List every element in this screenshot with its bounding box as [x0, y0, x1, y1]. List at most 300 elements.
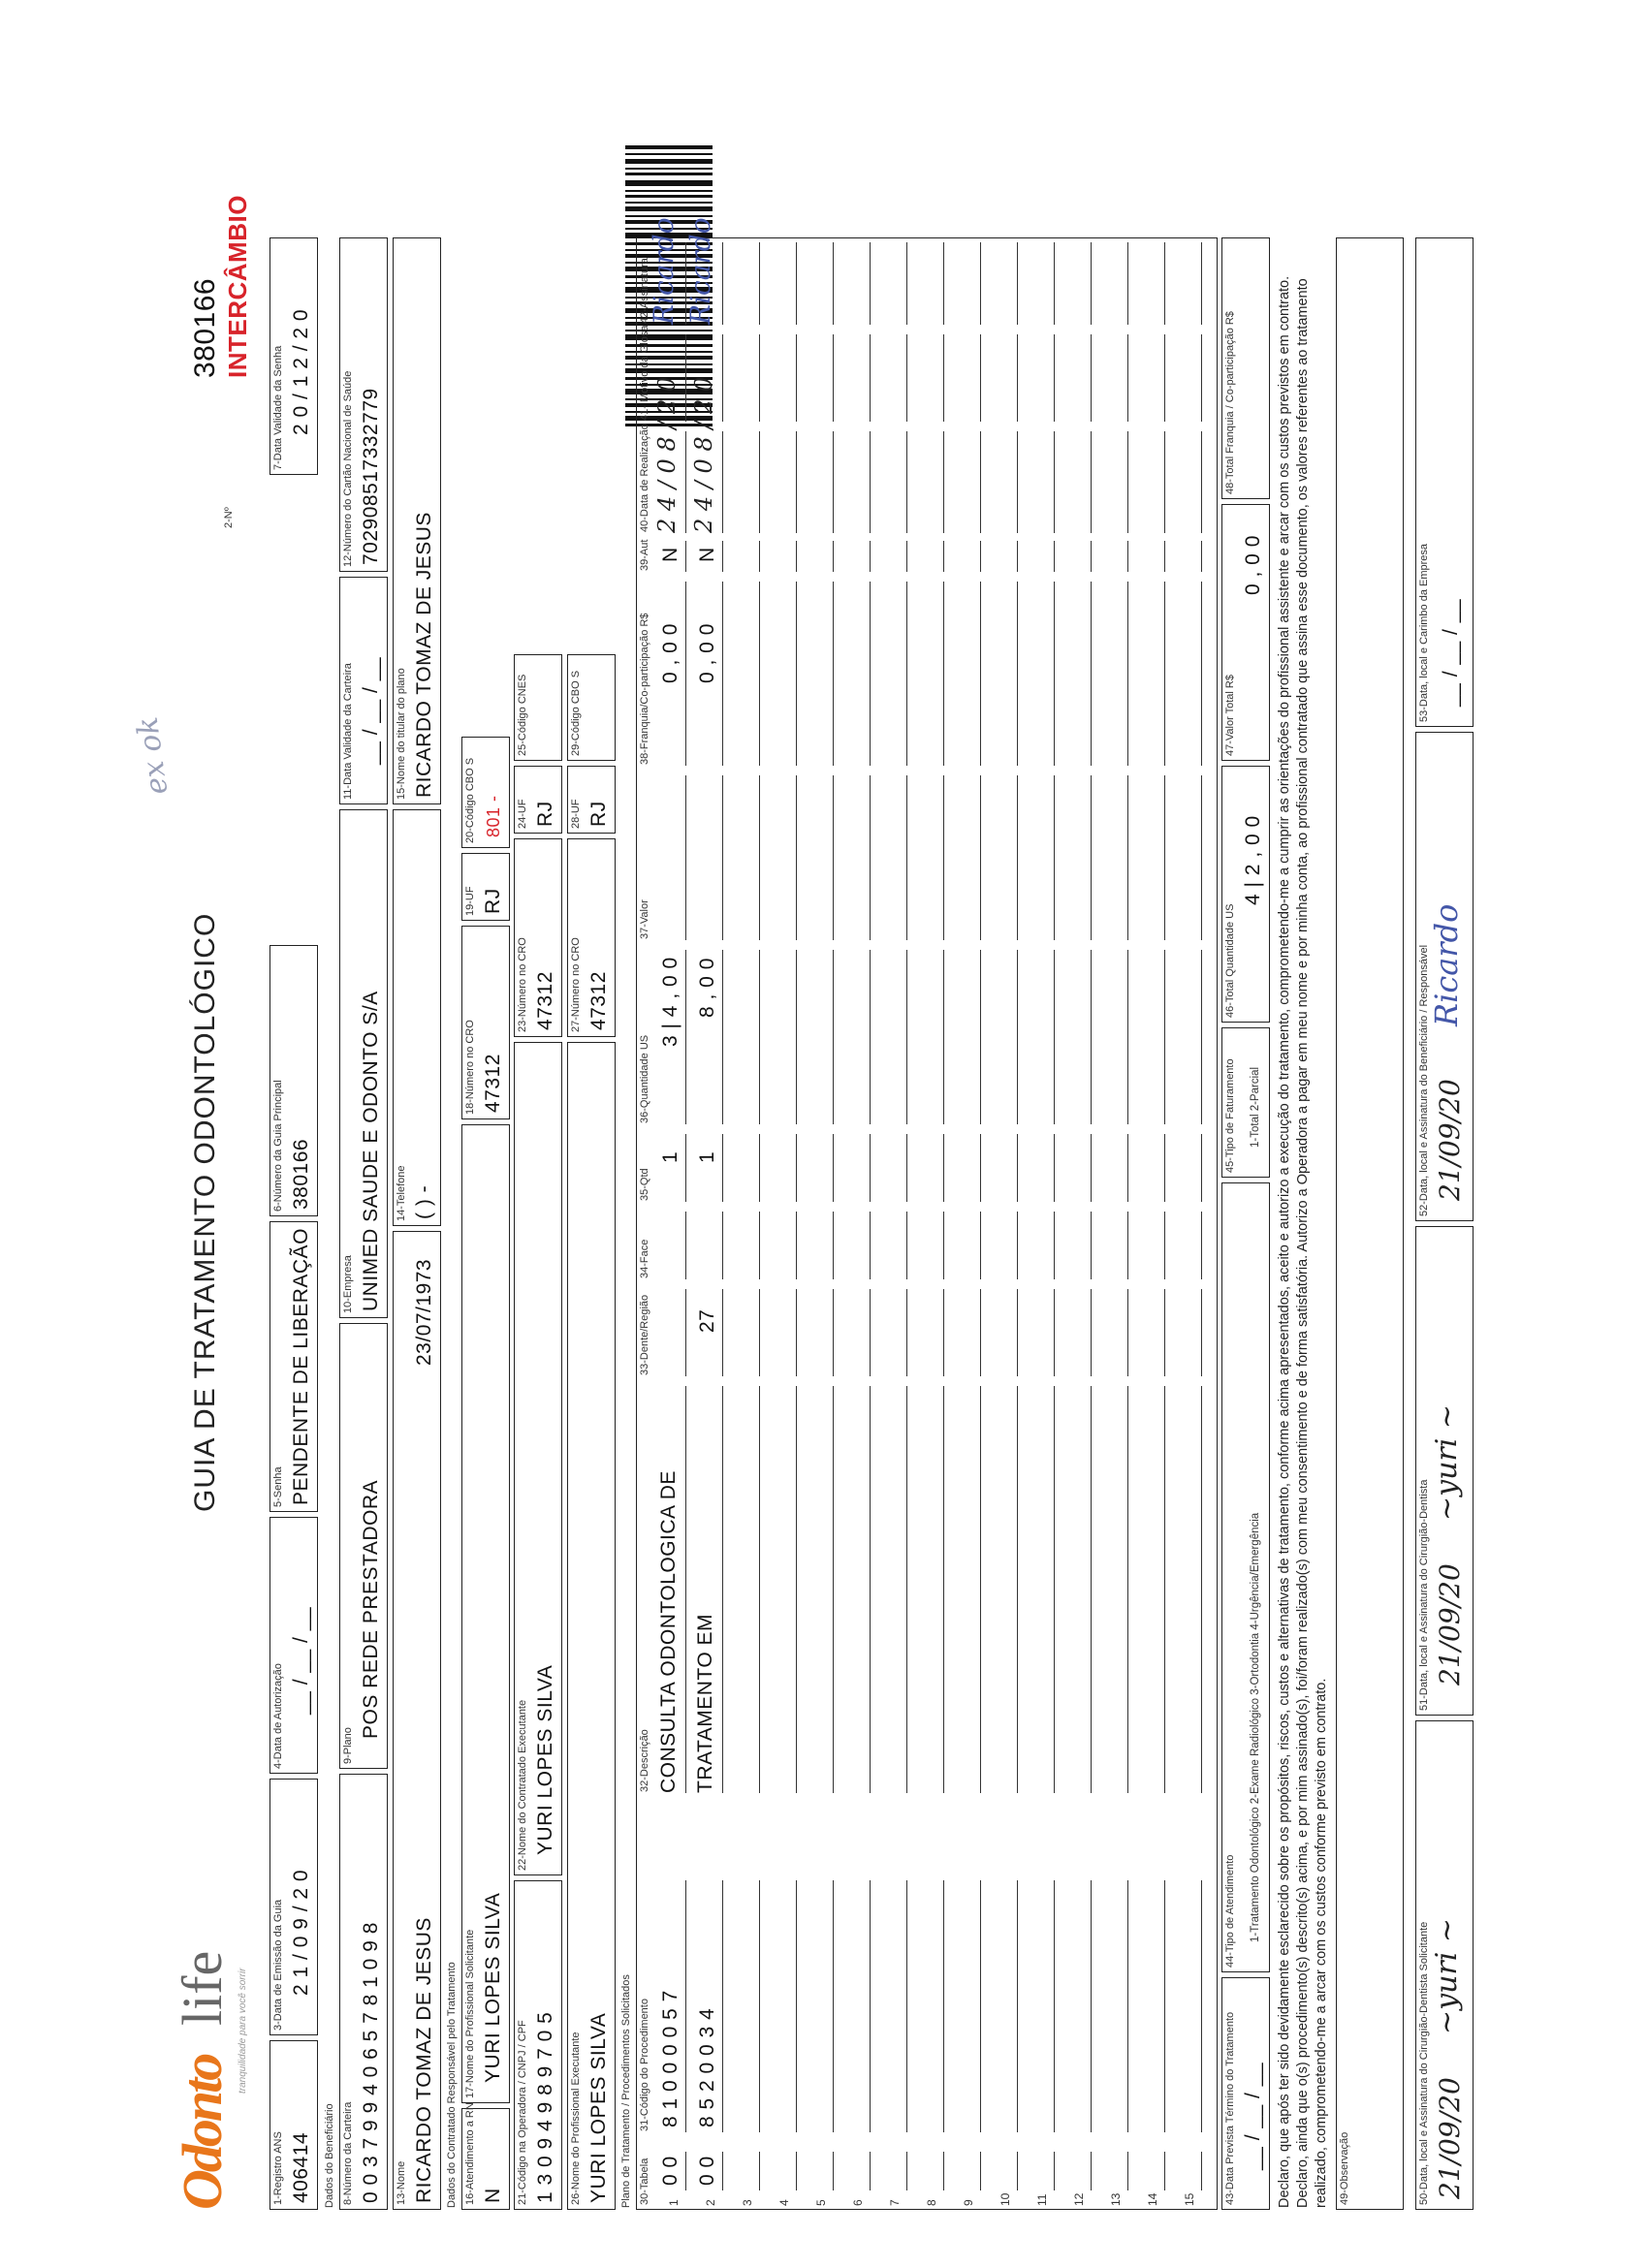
row-cell-line — [935, 1386, 944, 1793]
row-cell-line — [971, 541, 981, 572]
row-cell-line — [1008, 2152, 1018, 2190]
validade-senha-value: 2 0 / 1 2 / 2 0 — [290, 308, 312, 435]
row-cell-line — [1082, 2152, 1092, 2190]
signature-50: ~yuri ~ — [1430, 1917, 1464, 2034]
row-cell-line — [787, 541, 797, 572]
row-cell-line — [1045, 1212, 1055, 1279]
row-cell-line — [861, 242, 871, 325]
row-cell-line — [1045, 541, 1055, 572]
row-cell-line — [1045, 950, 1055, 1124]
row-cell-line — [787, 334, 797, 422]
handwritten-note: ex ok — [130, 714, 175, 798]
row-cell-line — [1156, 334, 1165, 422]
row1-aut: N — [659, 547, 681, 562]
row1-qtd: 1 — [659, 1150, 681, 1163]
row-cell-line — [677, 1289, 686, 1376]
row-cell-line — [1192, 2152, 1202, 2190]
tipo-atendimento-options: 1-Tratamento Odontológico 2-Exame Radiológico 3-Ortodontia 4-Urgência/Emergência — [1250, 1512, 1261, 1942]
row-cell-line — [824, 431, 834, 533]
section-contratado: Dados do Contratado Responsável pelo Tratamento — [446, 1962, 458, 2208]
row-cell-line — [787, 1289, 797, 1376]
row-cell-line — [1192, 1212, 1202, 1279]
field-assinatura-51: 51-Data, local e Assinatura do Cirurgião-Dentista 21/09/20 ~yuri ~ — [1415, 1226, 1474, 1716]
field-validade-carteira: 11-Data Validade da Carteira __ / __ / __ — [339, 577, 388, 804]
row-cell-line — [935, 431, 944, 533]
row-cell-line — [861, 1386, 871, 1793]
row-cell-line — [861, 2152, 871, 2190]
row-cell-line — [1119, 541, 1128, 572]
row-cell-line — [1192, 1880, 1202, 2132]
row-cell-line — [898, 1289, 907, 1376]
row1-franquia: 0 , 0 0 — [659, 623, 681, 683]
row-cell-line — [898, 334, 907, 422]
field-uf-19: 19-UF RJ — [461, 853, 510, 921]
section-beneficiario: Dados do Beneficiário — [324, 2103, 335, 2208]
row-cell-line — [787, 1880, 797, 2132]
row-cell-line — [1082, 1212, 1092, 1279]
row-cell-line — [787, 242, 797, 325]
declaration-text: Declaro, que após ter sido devidamente esclarecido sobre os propósitos, riscos, custos e alternativas de tratamento, conforme acima apresentados, aceito e autorizo a execução do tratamento, comprometendo-me a cumprir as orientações do profissional assistente e arcar com os custos previstos em contrato. Declaro, ainda que o(s) procedimento(s) descrito(s) acima, e por mim assinado(s), foi/foram realizado(s) com meu consentimento e de forma satisfatória. Autorizo a Operadora a pagar em meu nome e por minha conta, ao profissional contratado que assina esse documento, os valores referentes ao tratamento realizado, comprometendo-me a arcar com os custos conforme previsto em contrato. — [1277, 275, 1329, 2208]
logo-tagline: tranquilidade para você sorrir — [238, 1968, 248, 2094]
row-number: 2 — [704, 2199, 717, 2206]
row-cell-line — [971, 1386, 981, 1793]
row-number: 3 — [741, 2199, 754, 2206]
row-cell-line — [713, 1212, 723, 1279]
row-cell-line — [1119, 1386, 1128, 1793]
row-cell-line — [1008, 334, 1018, 422]
row-cell-line — [1008, 950, 1018, 1124]
data-emissao-value: 2 1 / 0 9 / 2 0 — [290, 1869, 312, 1996]
field-cbo-20: 20-Código CBO S 801 - — [461, 737, 510, 848]
row-cell-line — [861, 582, 871, 766]
row-cell-line — [824, 1134, 834, 1202]
row-cell-line — [1119, 1134, 1128, 1202]
field-cbo-29: 29-Código CBO S — [567, 654, 616, 761]
telefone-value: ( ) - — [413, 1184, 435, 1219]
row-cell-line — [824, 1212, 834, 1279]
row-cell-line — [1082, 1386, 1092, 1793]
registro-ans-value: 406414 — [290, 2131, 312, 2203]
uf-28-value: RJ — [587, 801, 610, 827]
page-title: GUIA DE TRATAMENTO ODONTOLÓGICO — [189, 912, 221, 1512]
row-cell-line — [787, 1386, 797, 1793]
row2-qtd-us: 8 , 0 0 — [696, 958, 718, 1018]
row-cell-line — [935, 242, 944, 325]
row-cell-line — [1045, 1880, 1055, 2132]
row-cell-line — [1082, 1134, 1092, 1202]
row-cell-line — [824, 582, 834, 766]
row-cell-line — [750, 1212, 760, 1279]
row-cell-line — [898, 2152, 907, 2190]
logo-odonto: Odonto — [171, 2055, 234, 2210]
row-cell-line — [824, 541, 834, 572]
field-plano: 9-Plano POS REDE PRESTADORA — [339, 1323, 388, 1769]
row2-aut: N — [696, 547, 718, 562]
row-number: 11 — [1035, 2193, 1049, 2206]
row-cell-line — [1082, 541, 1092, 572]
field-carimbo-53: 53-Data, local e Carimbo da Empresa __ / __ / __ — [1415, 237, 1474, 727]
row-cell-line — [1008, 1289, 1018, 1376]
row-cell-line — [971, 1880, 981, 2132]
row-cell-line — [898, 431, 907, 533]
row-cell-line — [861, 1212, 871, 1279]
row-cell-line — [971, 775, 981, 940]
row-cell-line — [1045, 2152, 1055, 2190]
row2-assinatura: Ricardo — [684, 217, 716, 325]
field-data-termino: 43-Data Prevista Término do Tratamento __ / __ / __ — [1221, 1977, 1270, 2210]
col-franquia: 38-Franquia/Co-participação R$ — [639, 613, 650, 765]
assinatura-50-value: 21/09/20 — [1434, 2077, 1466, 2199]
row-cell-line — [1008, 1880, 1018, 2132]
field-cro-27: 27-Número no CRO 47312 — [567, 838, 616, 1037]
row-cell-line — [1045, 1134, 1055, 1202]
tipo-faturamento-options: 1-Total 2-Parcial — [1250, 1066, 1261, 1148]
row-cell-line — [1192, 582, 1202, 766]
row-cell-line — [713, 1134, 723, 1202]
row-cell-line — [750, 950, 760, 1124]
field-senha: 5-Senha PENDENTE DE LIBERAÇÃO — [269, 1221, 318, 1512]
row-cell-line — [935, 1880, 944, 2132]
field-codigo-operadora: 21-Código na Operadora / CNPJ / CPF 1 3 0 9 4 9 8 9 7 0 5 — [514, 1880, 562, 2210]
row-cell-line — [1045, 582, 1055, 766]
row-cell-line — [824, 334, 834, 422]
row-cell-line — [971, 334, 981, 422]
field-profissional-solicitante: 17-Nome do Profissional Solicitante YURI LOPES SILVA — [461, 1124, 510, 2103]
nome-value: RICARDO TOMAZ DE JESUS — [413, 1917, 435, 2203]
row-cell-line — [1156, 541, 1165, 572]
intercambio-badge: INTERCÂMBIO — [223, 195, 252, 378]
col-face: 34-Face — [639, 1239, 650, 1278]
row-cell-line — [861, 1289, 871, 1376]
field-data-autorizacao: 4-Data de Autorização __ / __ / __ — [269, 1517, 318, 1774]
row-number: 14 — [1146, 2192, 1159, 2206]
codigo-operadora-value: 1 3 0 9 4 9 8 9 7 0 5 — [534, 2011, 556, 2203]
row1-data: 2 4 / 0 8 / 2 0 — [653, 376, 681, 533]
cro-18-value: 47312 — [482, 1054, 504, 1113]
col-assinatura: 42-Assinatura — [639, 258, 650, 324]
row-cell-line — [750, 242, 760, 325]
row-cell-line — [750, 1134, 760, 1202]
row-cell-line — [898, 541, 907, 572]
row-cell-line — [971, 242, 981, 325]
section-procedimentos: Plano de Tratamento / Procedimentos Solicitados — [620, 1974, 632, 2208]
col-aut: 39-Aut — [639, 539, 650, 571]
row-cell-line — [1119, 2152, 1128, 2190]
field-total-franquia: 48-Total Franquia / Co-participação R$ — [1221, 237, 1270, 499]
row-cell-line — [1045, 242, 1055, 325]
row-cell-line — [1082, 242, 1092, 325]
col-dente: 33-Dente/Região — [639, 1294, 650, 1375]
row-cell-line — [787, 2152, 797, 2190]
row-cell-line — [677, 1134, 686, 1202]
field-assinatura-52: 52-Data, local e Assinatura do Beneficiário / Responsável 21/09/20 Ricardo — [1415, 732, 1474, 1221]
row-cell-line — [750, 2152, 760, 2190]
row-cell-line — [824, 1289, 834, 1376]
row-cell-line — [750, 775, 760, 940]
field-profissional-executante: 26-Nome do Profissional Executante YURI LOPES SILVA — [567, 1042, 616, 2210]
row-cell-line — [935, 1134, 944, 1202]
row-number: 4 — [777, 2199, 791, 2206]
row-cell-line — [1082, 334, 1092, 422]
row-cell-line — [1156, 1880, 1165, 2132]
row-cell-line — [1119, 334, 1128, 422]
row-cell-line — [898, 1880, 907, 2132]
field-cro-23: 23-Número no CRO 47312 — [514, 838, 562, 1037]
row-number: 9 — [962, 2199, 975, 2206]
field-telefone: 14-Telefone ( ) - — [393, 809, 441, 1226]
row-cell-line — [861, 541, 871, 572]
row-cell-line — [1192, 541, 1202, 572]
row-cell-line — [898, 950, 907, 1124]
row-cell-line — [1156, 1212, 1165, 1279]
row-cell-line — [898, 1386, 907, 1793]
row-cell-line — [1008, 242, 1018, 325]
row-cell-line — [1008, 582, 1018, 766]
row-cell-line — [1082, 431, 1092, 533]
row-cell-line — [971, 582, 981, 766]
field-tipo-atendimento: 44-Tipo de Atendimento 1-Tratamento Odontológico 2-Exame Radiológico 3-Ortodontia 4-Urgência/Emergência — [1221, 1182, 1270, 1972]
row1-descricao: CONSULTA ODONTOLOGICA DE — [657, 1470, 680, 1793]
row-cell-line — [1192, 1134, 1202, 1202]
row-cell-line — [1156, 2152, 1165, 2190]
row-number: 6 — [851, 2199, 865, 2206]
row-number: 10 — [998, 2192, 1012, 2206]
uf-19-value: RJ — [482, 888, 504, 914]
field-empresa: 10-Empresa UNIMED SAUDE E ODONTO S/A — [339, 809, 388, 1318]
row2-tabela: 0 0 — [696, 2156, 718, 2186]
signature-51: ~yuri ~ — [1430, 1403, 1464, 1521]
row-cell-line — [1192, 242, 1202, 325]
row-cell-line — [1156, 1386, 1165, 1793]
row-cell-line — [1119, 1212, 1128, 1279]
numero-carteira-value: 0 0 3 7 9 9 4 0 6 5 7 8 1 0 9 8 — [360, 1922, 382, 2203]
row-cell-line — [677, 775, 686, 940]
data-nascimento: 23/07/1973 — [413, 1258, 435, 1366]
row-cell-line — [971, 2152, 981, 2190]
row-cell-line — [824, 950, 834, 1124]
row-cell-line — [935, 1212, 944, 1279]
row-cell-line — [750, 431, 760, 533]
row-cell-line — [824, 2152, 834, 2190]
row-cell-line — [898, 1134, 907, 1202]
row1-tabela: 0 0 — [659, 2156, 681, 2186]
row-cell-line — [935, 541, 944, 572]
profissional-executante-value: YURI LOPES SILVA — [587, 2012, 610, 2203]
row-cell-line — [750, 1386, 760, 1793]
row-cell-line — [1119, 431, 1128, 533]
row-cell-line — [787, 1134, 797, 1202]
row-cell-line — [898, 242, 907, 325]
row-cell-line — [1008, 431, 1018, 533]
row1-codigo: 8 1 0 0 0 0 5 7 — [659, 1990, 681, 2127]
row-cell-line — [1082, 582, 1092, 766]
row-cell-line — [1156, 950, 1165, 1124]
row-cell-line — [1082, 1289, 1092, 1376]
validade-carteira-value: __ / __ / __ — [360, 656, 382, 765]
row-cell-line — [1045, 1289, 1055, 1376]
row-cell-line — [1192, 431, 1202, 533]
row-number: 12 — [1072, 2192, 1086, 2206]
row-cell-line — [971, 950, 981, 1124]
row-cell-line — [1082, 950, 1092, 1124]
row2-descricao: TRATAMENTO EM — [694, 1614, 716, 1793]
col-codigo: 31-Código do Procedimento — [639, 1999, 650, 2131]
row-cell-line — [750, 1880, 760, 2132]
nome-titular-value: RICARDO TOMAZ DE JESUS — [413, 512, 435, 798]
row-cell-line — [861, 1880, 871, 2132]
dental-treatment-form — [126, 39, 1638, 2210]
row-cell-line — [898, 775, 907, 940]
total-qtd-us-value: 4 | 2 , 0 0 — [1242, 815, 1264, 905]
row-cell-line — [1045, 431, 1055, 533]
uf-24-value: RJ — [534, 801, 556, 827]
row-cell-line — [787, 582, 797, 766]
cartao-nacional-value: 702908517332779 — [360, 388, 382, 565]
row-cell-line — [971, 1289, 981, 1376]
row-cell-line — [787, 1212, 797, 1279]
col-descricao: 32-Descrição — [639, 1729, 650, 1792]
field-guia-principal: 6-Número da Guia Principal 380166 — [269, 945, 318, 1216]
row-cell-line — [971, 431, 981, 533]
row1-assinatura: Ricardo — [648, 217, 680, 325]
field-numero-carteira: 8-Número da Carteira 0 0 3 7 9 9 4 0 6 5 7 8 1 0 9 8 — [339, 1774, 388, 2210]
row-cell-line — [1119, 582, 1128, 766]
row-number: 1 — [667, 2199, 681, 2206]
row-cell-line — [935, 582, 944, 766]
row2-codigo: 8 5 2 0 0 3 4 — [696, 2007, 718, 2127]
profissional-solicitante-value: YURI LOPES SILVA — [482, 1892, 504, 2083]
row-cell-line — [824, 1880, 834, 2132]
data-termino-value: __ / __ / __ — [1242, 2062, 1264, 2170]
assinatura-52-value: 21/09/20 — [1434, 1079, 1466, 1201]
field-uf-24: 24-UF RJ — [514, 766, 562, 834]
row-cell-line — [750, 541, 760, 572]
row-cell-line — [787, 431, 797, 533]
row-number: 5 — [814, 2199, 828, 2206]
row-cell-line — [1156, 431, 1165, 533]
field-valor-total: 47-Valor Total R$ 0 , 0 0 — [1221, 504, 1270, 761]
row-cell-line — [971, 1212, 981, 1279]
row1-qtd-us: 3 | 4 , 0 0 — [659, 957, 681, 1047]
row-cell-line — [1045, 334, 1055, 422]
field-uf-28: 28-UF RJ — [567, 766, 616, 834]
row-cell-line — [898, 1212, 907, 1279]
guide-number-label: 2-Nº — [223, 507, 235, 528]
row-cell-line — [1192, 334, 1202, 422]
row-cell-line — [1008, 1386, 1018, 1793]
row-cell-line — [1082, 1880, 1092, 2132]
plano-value: POS REDE PRESTADORA — [360, 1480, 382, 1739]
field-nome: 13-Nome RICARDO TOMAZ DE JESUS 23/07/1973 — [393, 1231, 441, 2210]
row-cell-line — [935, 775, 944, 940]
field-data-emissao: 3-Data de Emissão da Guia 2 1 / 0 9 / 2 0 — [269, 1779, 318, 2035]
cro-27-value: 47312 — [587, 971, 610, 1030]
field-cro-18: 18-Número no CRO 47312 — [461, 926, 510, 1119]
row-cell-line — [750, 334, 760, 422]
field-assinatura-50: 50-Data, local e Assinatura do Cirurgião-Dentista Solicitante 21/09/20 ~yuri ~ — [1415, 1720, 1474, 2210]
row-cell-line — [787, 950, 797, 1124]
col-motivo-glosa: 41- Motivo da Glosa — [639, 325, 650, 421]
row-cell-line — [1008, 775, 1018, 940]
row-cell-line — [935, 334, 944, 422]
row-cell-line — [1192, 1289, 1202, 1376]
col-tabela: 30-Tabela — [639, 2158, 650, 2205]
col-data-realizacao: 40-Data de Realização — [639, 424, 650, 532]
row-cell-line — [1192, 950, 1202, 1124]
atendimento-rn-value: N — [482, 2188, 504, 2203]
valor-total-value: 0 , 0 0 — [1242, 535, 1264, 595]
cro-23-value: 47312 — [534, 971, 556, 1030]
row-cell-line — [1008, 1212, 1018, 1279]
row-cell-line — [1119, 775, 1128, 940]
row-cell-line — [677, 1212, 686, 1279]
row-cell-line — [935, 950, 944, 1124]
row-cell-line — [1156, 582, 1165, 766]
row2-data: 2 4 / 0 8 / 2 0 — [690, 376, 717, 533]
row-cell-line — [861, 950, 871, 1124]
row-cell-line — [861, 1134, 871, 1202]
row-cell-line — [1045, 1386, 1055, 1793]
field-registro-ans: 1-Registro ANS 406414 — [269, 2040, 318, 2210]
empresa-value: UNIMED SAUDE E ODONTO S/A — [360, 991, 382, 1311]
row-cell-line — [1156, 775, 1165, 940]
row-cell-line — [713, 1289, 723, 1376]
row-cell-line — [713, 775, 723, 940]
row2-franquia: 0 , 0 0 — [696, 623, 718, 683]
row-cell-line — [750, 1289, 760, 1376]
row-cell-line — [1119, 1880, 1128, 2132]
field-contratado-executante: 22-Nome do Contratado Executante YURI LOPES SILVA — [514, 1042, 562, 1875]
row-number: 8 — [925, 2199, 938, 2206]
row-number: 13 — [1109, 2192, 1123, 2206]
row2-dente: 27 — [696, 1308, 718, 1333]
contratado-executante-value: YURI LOPES SILVA — [534, 1664, 556, 1855]
row-cell-line — [1045, 775, 1055, 940]
row-cell-line — [1119, 1289, 1128, 1376]
row-number: 7 — [888, 2199, 902, 2206]
field-atendimento-rn: 16-Atendimento a RN N — [461, 2108, 510, 2210]
row-cell-line — [1192, 775, 1202, 940]
procedures-table — [636, 237, 1218, 2210]
carimbo-53-value: __ / __ / __ — [1440, 598, 1462, 707]
row-cell-line — [971, 1134, 981, 1202]
row-cell-line — [1119, 242, 1128, 325]
field-validade-senha: 7-Data Validade da Senha 2 0 / 1 2 / 2 0 — [269, 237, 318, 475]
row-cell-line — [824, 1386, 834, 1793]
row2-qtd: 1 — [696, 1150, 718, 1163]
row-cell-line — [1156, 1134, 1165, 1202]
field-observacao: 49-Observação — [1336, 237, 1404, 2210]
row-cell-line — [898, 582, 907, 766]
row-cell-line — [861, 334, 871, 422]
row-cell-line — [861, 775, 871, 940]
guide-number: 380166 — [189, 277, 221, 378]
row-cell-line — [1008, 541, 1018, 572]
data-autorizacao-value: __ / __ / __ — [290, 1606, 312, 1715]
field-tipo-faturamento: 45-Tipo de Faturamento 1-Total 2-Parcial — [1221, 1027, 1270, 1178]
field-total-qtd-us: 46-Total Quantidade US 4 | 2 , 0 0 — [1221, 766, 1270, 1023]
row-cell-line — [787, 775, 797, 940]
field-cartao-nacional: 12-Número do Cartão Nacional de Saúde 702908517332779 — [339, 237, 388, 572]
field-nome-titular: 15-Nome do titular do plano RICARDO TOMAZ DE JESUS — [393, 237, 441, 804]
row-cell-line — [1008, 1134, 1018, 1202]
row-cell-line — [824, 775, 834, 940]
col-qtd: 35-Qtd — [639, 1168, 650, 1201]
row-cell-line — [1192, 1386, 1202, 1793]
cbo-20-value: 801 - — [484, 795, 503, 837]
row-cell-line — [935, 2152, 944, 2190]
row-cell-line — [1156, 1289, 1165, 1376]
